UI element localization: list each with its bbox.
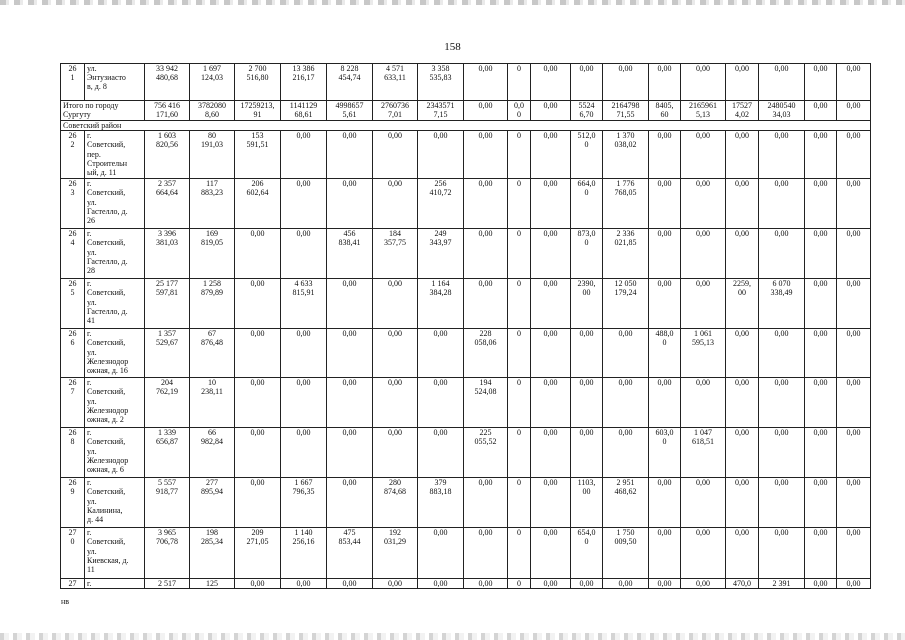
table-cell: 0,00 — [531, 428, 571, 478]
table-cell: 0,00 — [281, 131, 327, 179]
table-cell: 0,00 — [726, 131, 759, 179]
table-cell: 0,00 — [805, 428, 837, 478]
table-cell: 0,00 — [531, 478, 571, 528]
table-cell: 0,00 — [759, 329, 805, 378]
table-cell: 0,00 — [373, 179, 418, 229]
table-cell: 67 876,48 — [190, 329, 235, 378]
total-label: Итого по городу Сургуту — [61, 101, 145, 121]
table-cell: 0,00 — [281, 179, 327, 229]
table-cell: 0,00 — [681, 478, 726, 528]
table-cell: 10 238,11 — [190, 378, 235, 428]
table-cell: 0,00 — [837, 478, 871, 528]
table-cell: 17259213, 91 — [235, 101, 281, 121]
table-cell: 0,00 — [235, 378, 281, 428]
table-cell: 2343571 7,15 — [418, 101, 464, 121]
table-cell: 0,00 — [603, 428, 649, 478]
table-cell: 0 — [508, 579, 531, 589]
table-cell: 0,00 — [759, 428, 805, 478]
table-cell: 1103, 00 — [571, 478, 603, 528]
table-cell: 0,00 — [418, 378, 464, 428]
table-cell: 192 031,29 — [373, 528, 418, 579]
table-cell: 1 047 618,51 — [681, 428, 726, 478]
table-cell: 0 — [508, 329, 531, 378]
table-cell: 0 — [508, 64, 531, 101]
table-cell: 2 951 468,62 — [603, 478, 649, 528]
table-cell: 0,00 — [327, 329, 373, 378]
table-cell: 0,00 — [571, 378, 603, 428]
table-cell: 0,00 — [464, 179, 508, 229]
table-cell: 0 — [508, 528, 531, 579]
table-cell: 0,00 — [837, 179, 871, 229]
table-cell: 0,00 — [726, 478, 759, 528]
table-cell: 25 177 597,81 — [145, 279, 190, 329]
table-cell: 3 358 535,83 — [418, 64, 464, 101]
table-cell: 184 357,75 — [373, 229, 418, 279]
table-cell: 0,00 — [373, 579, 418, 589]
table-cell: 0,00 — [681, 279, 726, 329]
table-cell: 756 416 171,60 — [145, 101, 190, 121]
table-cell: 228 058,06 — [464, 329, 508, 378]
table-cell: 0 — [508, 229, 531, 279]
table-cell: 0,00 — [531, 579, 571, 589]
table-cell: 0,00 — [531, 131, 571, 179]
table-cell: 1 776 768,05 — [603, 179, 649, 229]
scan-top-edge — [0, 0, 905, 5]
table-cell: 0,00 — [603, 64, 649, 101]
table-cell: 0,00 — [464, 229, 508, 279]
table-cell: 456 838,41 — [327, 229, 373, 279]
table-cell: 0,00 — [649, 528, 681, 579]
table-cell: 204 762,19 — [145, 378, 190, 428]
table-cell: 0,00 — [805, 478, 837, 528]
table-cell: 0,00 — [649, 179, 681, 229]
table-cell: 6 070 338,49 — [759, 279, 805, 329]
row-number-cell: 27 — [61, 579, 85, 589]
table-cell: 0,00 — [281, 378, 327, 428]
row-number-cell: 26 7 — [61, 378, 85, 428]
address-cell: г. Советский, ул. Гастелло, д. 28 — [85, 229, 145, 279]
row-number-cell: 26 9 — [61, 478, 85, 528]
table-cell: 0,00 — [531, 378, 571, 428]
table-row — [61, 329, 871, 378]
table-row — [61, 528, 871, 579]
table-cell: 0,00 — [837, 579, 871, 589]
row-number-cell: 26 2 — [61, 131, 85, 179]
table-cell: 0,00 — [327, 428, 373, 478]
table-cell: 1 140 256,16 — [281, 528, 327, 579]
table-cell: 0,00 — [281, 579, 327, 589]
table-cell: 0,00 — [805, 64, 837, 101]
table-cell: 0,00 — [327, 378, 373, 428]
table-row — [61, 279, 871, 329]
table-cell: 0,00 — [464, 478, 508, 528]
table-cell: 0,00 — [603, 579, 649, 589]
table-cell: 664,0 0 — [571, 179, 603, 229]
table-cell: 66 982,84 — [190, 428, 235, 478]
table-cell: 1 697 124,03 — [190, 64, 235, 101]
table-cell: 0,00 — [373, 378, 418, 428]
table-cell: 1 667 796,35 — [281, 478, 327, 528]
table-cell: 0,00 — [805, 101, 837, 121]
table-cell: 4 571 633,11 — [373, 64, 418, 101]
table-cell: 0,00 — [681, 64, 726, 101]
table-cell: 0,00 — [418, 329, 464, 378]
table-cell: 379 883,18 — [418, 478, 464, 528]
table-cell: 488,0 0 — [649, 329, 681, 378]
row-number-cell: 26 8 — [61, 428, 85, 478]
table-cell: 1 357 529,67 — [145, 329, 190, 378]
table-cell: 0,00 — [837, 528, 871, 579]
total-row — [61, 101, 871, 121]
table-cell: 0,00 — [418, 579, 464, 589]
table-cell: 0,00 — [531, 179, 571, 229]
table-cell: 2 357 664,64 — [145, 179, 190, 229]
table-cell: 0,00 — [649, 279, 681, 329]
table-cell: 0,00 — [603, 329, 649, 378]
address-cell: г. Советский, ул. Гастелло, д. 41 — [85, 279, 145, 329]
table-cell: 0,00 — [726, 64, 759, 101]
address-cell: ул. Энтузиасто в, д. 8 — [85, 64, 145, 101]
table-cell: 0,00 — [418, 428, 464, 478]
section-label: Советский район — [61, 121, 871, 131]
table-cell: 654,0 0 — [571, 528, 603, 579]
table-cell: 0,00 — [759, 131, 805, 179]
table-cell: 0 — [508, 179, 531, 229]
table-cell: 0,00 — [681, 579, 726, 589]
row-number-cell: 26 5 — [61, 279, 85, 329]
table-cell: 0,00 — [726, 179, 759, 229]
table-cell: 1 258 879,89 — [190, 279, 235, 329]
table-cell: 0,00 — [805, 528, 837, 579]
table-cell: 0,00 — [837, 64, 871, 101]
table-cell: 194 524,08 — [464, 378, 508, 428]
table-cell: 256 410,72 — [418, 179, 464, 229]
table-cell: 0,00 — [571, 64, 603, 101]
table-cell: 0,00 — [281, 428, 327, 478]
table-cell: 0,00 — [464, 279, 508, 329]
row-number-cell: 26 6 — [61, 329, 85, 378]
table-cell: 4998657 5,61 — [327, 101, 373, 121]
table-cell: 8405, 60 — [649, 101, 681, 121]
table-cell: 0,00 — [681, 528, 726, 579]
table-cell: 0,00 — [571, 428, 603, 478]
table-cell: 2 700 516,80 — [235, 64, 281, 101]
table-cell: 3782080 8,60 — [190, 101, 235, 121]
data-table — [60, 63, 871, 589]
table-row — [61, 428, 871, 478]
section-row — [61, 121, 871, 131]
table-cell: 0,00 — [235, 478, 281, 528]
table-cell: 0,00 — [805, 378, 837, 428]
table-cell: 470,0 — [726, 579, 759, 589]
address-cell: г. Советский, ул. Железнодор ожная, д. 6 — [85, 428, 145, 478]
table-cell: 0,00 — [837, 101, 871, 121]
table-cell: 0,00 — [805, 579, 837, 589]
table-cell: 0,00 — [726, 329, 759, 378]
table-cell: 13 386 216,17 — [281, 64, 327, 101]
table-cell: 0,00 — [235, 428, 281, 478]
address-cell: г. Советский, ул. Гастелло, д. 26 — [85, 179, 145, 229]
table-cell: 0,00 — [531, 64, 571, 101]
table-row — [61, 378, 871, 428]
table-cell: 0,00 — [373, 428, 418, 478]
row-number-cell: 26 3 — [61, 179, 85, 229]
table-cell: 0,00 — [418, 528, 464, 579]
address-cell: г. Советский, ул. Киевская, д. 11 — [85, 528, 145, 579]
address-cell: г. Советский, ул. Железнодор ожная, д. 16 — [85, 329, 145, 378]
table-cell: 0,00 — [649, 378, 681, 428]
table-cell: 0,00 — [281, 329, 327, 378]
table-cell: 0,00 — [649, 64, 681, 101]
table-cell: 2 391 — [759, 579, 805, 589]
row-number-cell: 26 1 — [61, 64, 85, 101]
table-cell: 0,00 — [649, 229, 681, 279]
table-cell: 249 343,97 — [418, 229, 464, 279]
table-cell: 2390, 00 — [571, 279, 603, 329]
table-cell: 0,00 — [235, 279, 281, 329]
row-number-cell: 27 0 — [61, 528, 85, 579]
table-cell: 0,00 — [837, 329, 871, 378]
address-cell: г. Советский, ул. Калинина, д. 44 — [85, 478, 145, 528]
table-row — [61, 579, 871, 589]
table-cell: 603,0 0 — [649, 428, 681, 478]
table-cell: 0,00 — [571, 579, 603, 589]
table-cell: 1 750 009,50 — [603, 528, 649, 579]
table-cell: 0 — [508, 428, 531, 478]
table-cell: 153 591,51 — [235, 131, 281, 179]
table-cell: 0,00 — [759, 378, 805, 428]
table-cell: 2760736 7,01 — [373, 101, 418, 121]
table-cell: 0,00 — [603, 378, 649, 428]
table-cell: 0,00 — [681, 378, 726, 428]
table-cell: 0,00 — [531, 279, 571, 329]
table-row — [61, 64, 871, 101]
table-cell: 209 271,05 — [235, 528, 281, 579]
table-cell: 873,0 0 — [571, 229, 603, 279]
table-cell: 1 603 820,56 — [145, 131, 190, 179]
table-cell: 2 517 — [145, 579, 190, 589]
table-cell: 0,00 — [531, 229, 571, 279]
table-cell: 0,00 — [805, 131, 837, 179]
table-cell: 125 — [190, 579, 235, 589]
table-cell: 0 — [508, 478, 531, 528]
address-cell: г. Советский, пер. Строительн ый, д. 11 — [85, 131, 145, 179]
table-cell: 80 191,03 — [190, 131, 235, 179]
table-cell: 0 — [508, 279, 531, 329]
table-cell: 0,00 — [681, 229, 726, 279]
table-cell: 1 370 038,02 — [603, 131, 649, 179]
table-cell: 0,00 — [531, 528, 571, 579]
table-row — [61, 179, 871, 229]
table-cell: 117 883,23 — [190, 179, 235, 229]
table-cell: 0,00 — [837, 428, 871, 478]
table-cell: 0,00 — [681, 131, 726, 179]
table-cell: 0,00 — [327, 179, 373, 229]
table-cell: 0,00 — [726, 528, 759, 579]
table-row — [61, 131, 871, 179]
address-cell: г. — [85, 579, 145, 589]
table-cell: 0,00 — [281, 229, 327, 279]
table-cell: 1 339 656,87 — [145, 428, 190, 478]
table-cell: 0,00 — [418, 131, 464, 179]
table-cell: 0,00 — [759, 478, 805, 528]
table-cell: 475 853,44 — [327, 528, 373, 579]
table-cell: 0,00 — [837, 131, 871, 179]
table-cell: 0,00 — [235, 329, 281, 378]
table-cell: 0,00 — [759, 179, 805, 229]
table-cell: 2 336 021,85 — [603, 229, 649, 279]
table-cell: 0,00 — [464, 528, 508, 579]
table-cell: 0,00 — [531, 101, 571, 121]
table-cell: 5524 6,70 — [571, 101, 603, 121]
table-cell: 0,00 — [373, 279, 418, 329]
table-cell: 33 942 480,68 — [145, 64, 190, 101]
table-cell: 1 164 384,28 — [418, 279, 464, 329]
table-cell: 0,00 — [726, 378, 759, 428]
table-cell: 4 633 815,91 — [281, 279, 327, 329]
table-cell: 0,00 — [759, 64, 805, 101]
table-cell: 5 557 918,77 — [145, 478, 190, 528]
table-cell: 3 965 706,78 — [145, 528, 190, 579]
table-cell: 0,00 — [327, 131, 373, 179]
table-cell: 0,00 — [464, 64, 508, 101]
table-cell: 0,00 — [805, 229, 837, 279]
table-cell: 0,00 — [726, 229, 759, 279]
table-cell: 0,00 — [837, 378, 871, 428]
table-cell: 206 602,64 — [235, 179, 281, 229]
table-cell: 0,00 — [571, 329, 603, 378]
table-cell: 0,00 — [464, 131, 508, 179]
table-cell: 0,00 — [464, 101, 508, 121]
table-cell: 280 874,68 — [373, 478, 418, 528]
table-cell: 0,00 — [837, 229, 871, 279]
page-number: 158 — [444, 41, 461, 53]
table-cell: 0,00 — [235, 579, 281, 589]
table-cell: 198 285,34 — [190, 528, 235, 579]
table-cell: 0,00 — [759, 528, 805, 579]
table-row — [61, 229, 871, 279]
table-row — [61, 478, 871, 528]
table-cell: 0,00 — [235, 229, 281, 279]
table-cell: 0,0 0 — [508, 101, 531, 121]
table-cell: 0,00 — [805, 279, 837, 329]
table-cell: 512,0 0 — [571, 131, 603, 179]
table-cell: 17527 4,02 — [726, 101, 759, 121]
address-cell: г. Советский, ул. Железнодор ожная, д. 2 — [85, 378, 145, 428]
table-cell: 0,00 — [531, 329, 571, 378]
table-cell: 0,00 — [681, 179, 726, 229]
table-cell: 0,00 — [837, 279, 871, 329]
table-cell: 1141129 68,61 — [281, 101, 327, 121]
table-cell: 0,00 — [649, 579, 681, 589]
table-cell: 225 055,52 — [464, 428, 508, 478]
table-cell: 0,00 — [464, 579, 508, 589]
table-cell: 0,00 — [805, 179, 837, 229]
table-cell: 0,00 — [327, 478, 373, 528]
table-cell: 0 — [508, 131, 531, 179]
table-cell: 0,00 — [373, 131, 418, 179]
table-cell: 0,00 — [649, 131, 681, 179]
table-cell: 0,00 — [327, 279, 373, 329]
table-cell: 0,00 — [759, 229, 805, 279]
table-cell: 169 819,05 — [190, 229, 235, 279]
table-cell: 2164798 71,55 — [603, 101, 649, 121]
row-number-cell: 26 4 — [61, 229, 85, 279]
table-cell: 3 396 381,03 — [145, 229, 190, 279]
table-cell: 2480540 34,03 — [759, 101, 805, 121]
table-cell: 12 050 179,24 — [603, 279, 649, 329]
table-cell: 0,00 — [805, 329, 837, 378]
table-cell: 0,00 — [726, 428, 759, 478]
table-cell: 1 061 595,13 — [681, 329, 726, 378]
table-cell: 0 — [508, 378, 531, 428]
scan-bottom-edge — [0, 633, 905, 640]
table-cell: 277 895,94 — [190, 478, 235, 528]
table-cell: 0,00 — [327, 579, 373, 589]
table-cell: 2165961 5,13 — [681, 101, 726, 121]
table-cell: 8 228 454,74 — [327, 64, 373, 101]
table-cell: 0,00 — [373, 329, 418, 378]
table-cell: 0,00 — [649, 478, 681, 528]
footer-mark: нв — [61, 597, 70, 606]
table-cell: 2259, 00 — [726, 279, 759, 329]
